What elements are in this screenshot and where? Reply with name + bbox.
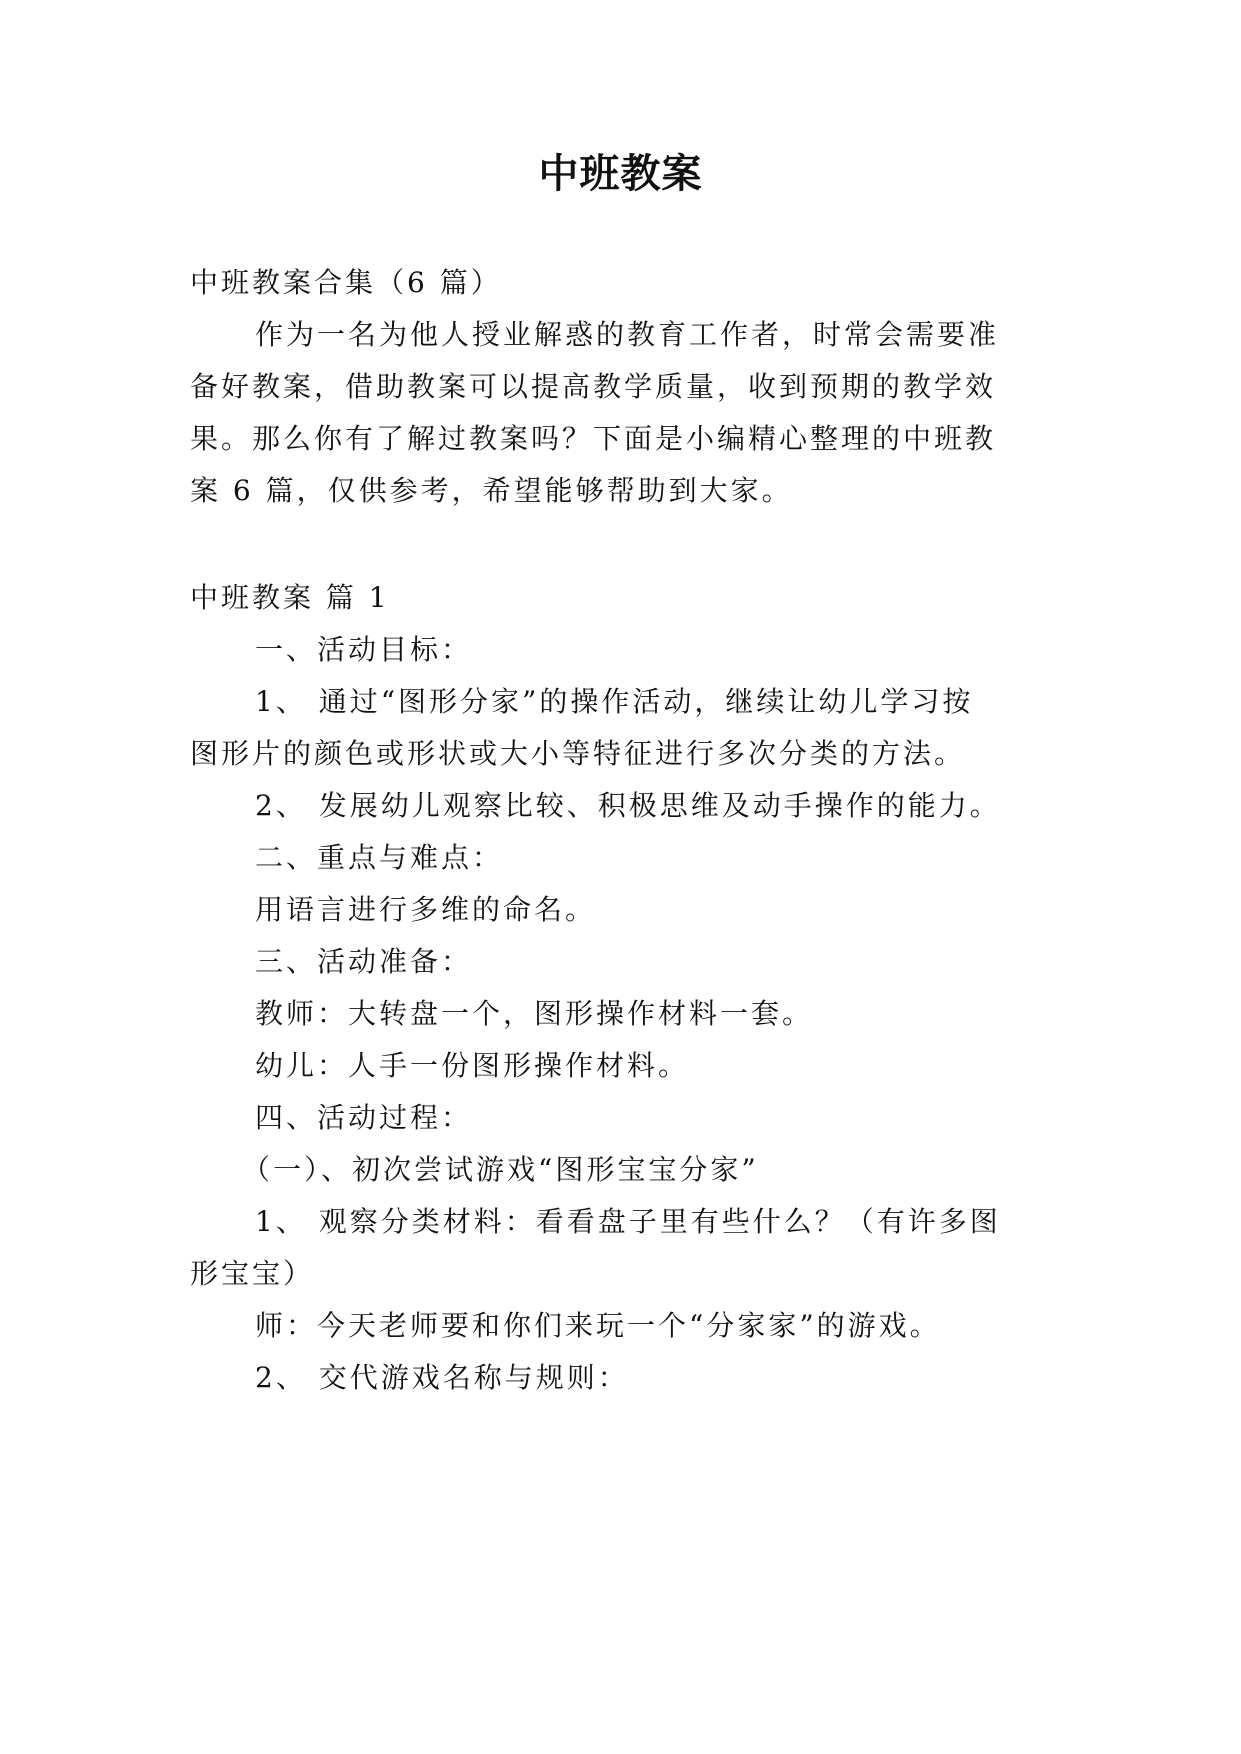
body-line: 二、重点与难点：: [255, 841, 504, 874]
body-line: 三、活动准备：: [255, 945, 473, 978]
body-line: 一、活动目标：: [255, 633, 473, 666]
body-line: 幼儿：人手一份图形操作材料。: [255, 1049, 690, 1082]
body-line: 形宝宝）: [190, 1257, 315, 1290]
body-line: 四、活动过程：: [255, 1101, 473, 1134]
body-line: 1、 观察分类材料：看看盘子里有些什么？（有许多图: [255, 1205, 1001, 1238]
document-title: 中班教案: [538, 150, 703, 197]
body-line: 2、 发展幼儿观察比较、积极思维及动手操作的能力。: [255, 789, 1001, 822]
intro-line: 果。那么你有了解过教案吗？下面是小编精心整理的中班教: [190, 422, 997, 455]
intro-line: 案 6 篇，仅供参考，希望能够帮助到大家。: [190, 474, 793, 507]
body-line: 师：今天老师要和你们来玩一个“分家家”的游戏。: [255, 1309, 941, 1342]
collection-subtitle: 中班教案合集（6 篇）: [190, 266, 502, 299]
body-line: 教师：大转盘一个，图形操作材料一套。: [255, 997, 814, 1030]
body-line: 1、 通过“图形分家”的操作活动，继续让幼儿学习按: [255, 685, 974, 718]
body-line: 图形片的颜色或形状或大小等特征进行多次分类的方法。: [190, 737, 966, 770]
body-line: 2、 交代游戏名称与规则：: [255, 1361, 629, 1394]
body-line: （一）、初次尝试游戏“图形宝宝分家”: [242, 1153, 759, 1186]
intro-line: 作为一名为他人授业解惑的教育工作者，时常会需要准: [255, 318, 1000, 351]
body-line: 用语言进行多维的命名。: [255, 893, 597, 926]
intro-line: 备好教案，借助教案可以提高教学质量，收到预期的教学效: [190, 370, 997, 403]
section-heading: 中班教案 篇 1: [190, 581, 390, 614]
